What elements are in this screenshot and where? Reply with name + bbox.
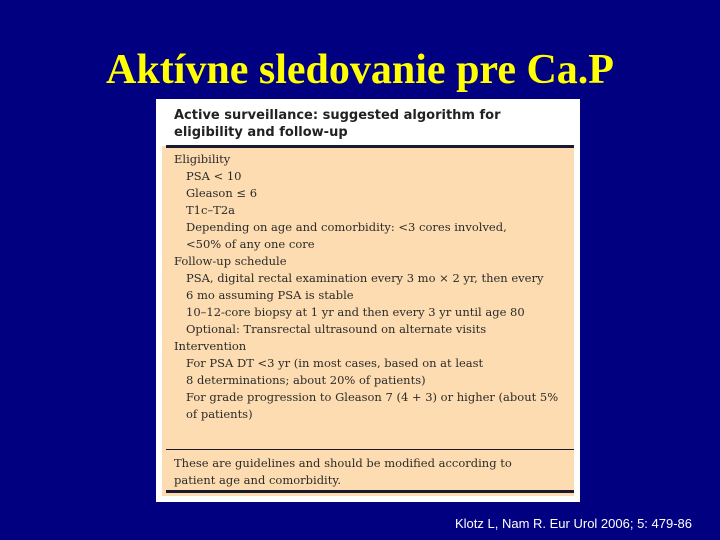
table-heading <box>174 107 566 141</box>
section-title: Intervention <box>174 339 247 353</box>
list-item: Gleason ≤ 6 <box>186 186 258 200</box>
table-heading-line-1: Active surveillance: suggested algorithm for <box>174 108 501 123</box>
list-item: <50% of any one core <box>186 237 315 251</box>
section-title: Follow-up schedule <box>174 254 287 268</box>
list-item: For grade progression to Gleason 7 (4 + 3) or higher (about 5% <box>186 390 559 404</box>
table-bottom-rule <box>166 490 574 493</box>
citation: Klotz L, Nam R. Eur Urol 2006; 5: 479-86 <box>455 516 693 531</box>
section-follow-up <box>174 253 566 338</box>
table-heading-line-2: eligibility and follow-up <box>174 125 348 140</box>
heading-divider <box>166 145 574 148</box>
slide-title: Aktívne sledovanie pre Ca.P <box>106 47 614 93</box>
section-intervention <box>174 338 566 423</box>
list-item: PSA, digital rectal examination every 3 mo × 2 yr, then every <box>186 271 544 285</box>
section-eligibility <box>174 151 566 253</box>
algorithm-table-box <box>156 99 580 502</box>
list-item: For PSA DT <3 yr (in most cases, based on at least <box>186 356 484 370</box>
footnote-line-1: These are guidelines and should be modified according to <box>174 456 512 470</box>
table-heading-area <box>162 105 574 146</box>
list-item: of patients) <box>186 407 253 421</box>
table-body <box>174 151 566 423</box>
footnote-divider <box>166 449 574 450</box>
list-item: 6 mo assuming PSA is stable <box>186 288 354 302</box>
section-title: Eligibility <box>174 152 231 166</box>
table-footnote <box>174 455 566 489</box>
list-item: 10–12-core biopsy at 1 yr and then every 3 yr until age 80 <box>186 305 525 319</box>
list-item: T1c–T2a <box>186 203 236 217</box>
footnote-line-2: patient age and comorbidity. <box>174 473 341 487</box>
list-item: 8 determinations; about 20% of patients) <box>186 373 426 387</box>
list-item: PSA < 10 <box>186 169 242 183</box>
list-item: Depending on age and comorbidity: <3 cores involved, <box>186 220 507 234</box>
list-item: Optional: Transrectal ultrasound on alternate visits <box>186 322 487 336</box>
